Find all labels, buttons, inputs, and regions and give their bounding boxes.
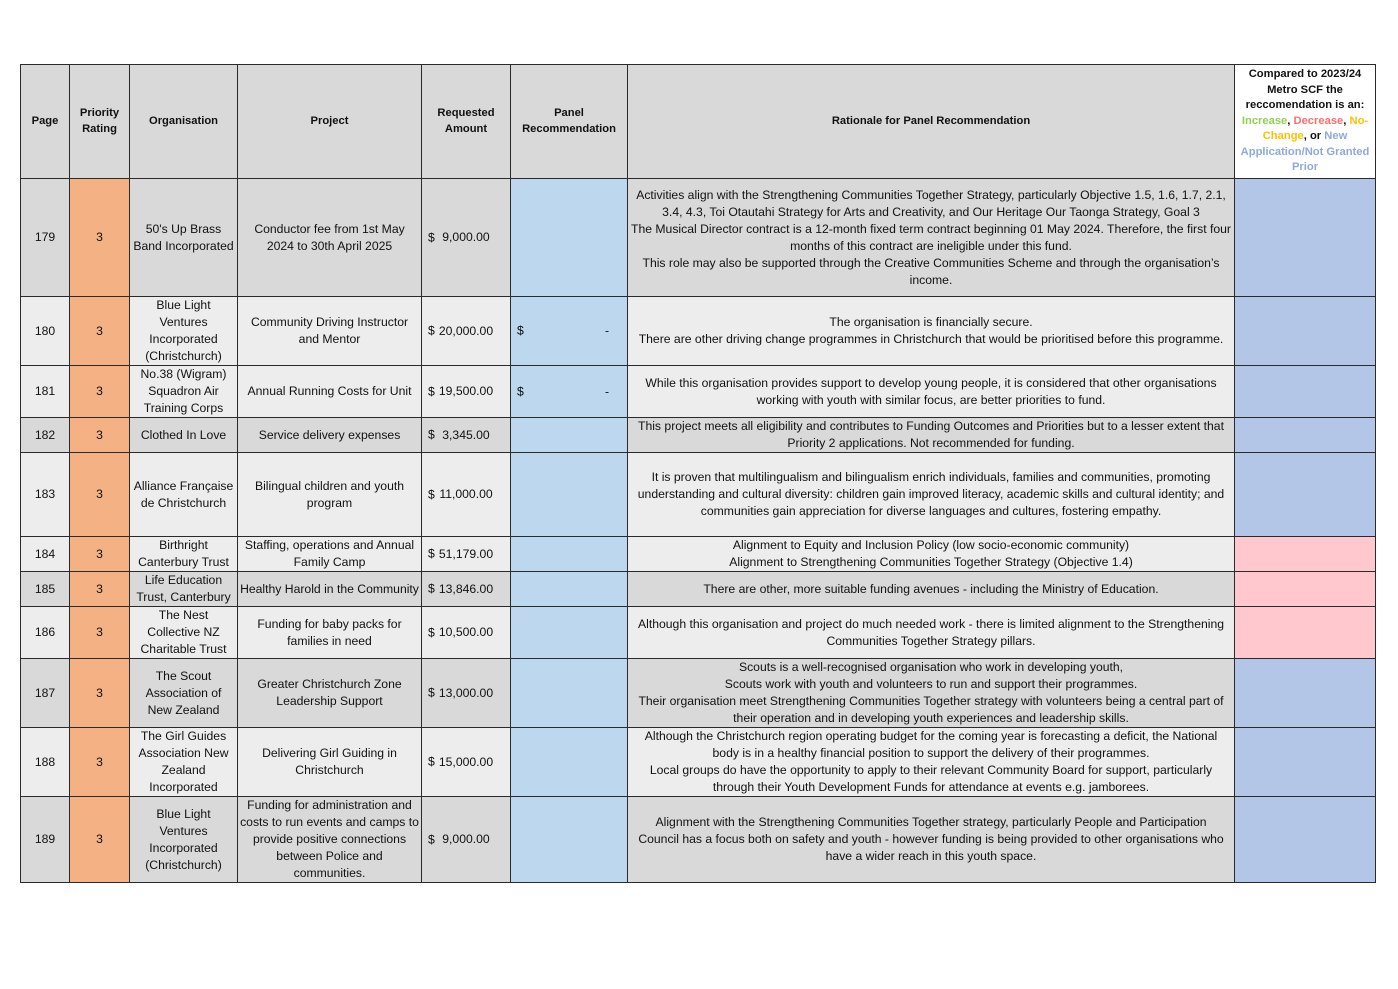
currency-symbol: $ — [428, 487, 435, 501]
legend-no-change: No-Change — [1262, 114, 1369, 143]
legend-intro: Compared to 2023/24 Metro SCF the reccomendation is an: — [1245, 68, 1365, 112]
requested-amount-cell — [422, 179, 511, 297]
project-cell: Healthy Harold in the Community — [238, 572, 422, 607]
rationale-cell — [628, 537, 1235, 572]
panel-recommendation-value: - — [604, 323, 609, 338]
rationale-line: There are other driving change programmes in Christchurch that would be prioritised before this programme. — [638, 332, 1224, 346]
requested-amount-cell — [422, 572, 511, 607]
priority-rating-cell: 3 — [70, 418, 130, 453]
requested-amount-value: 20,000.00 — [438, 323, 494, 338]
organisation-cell: 50's Up Brass Band Incorporated — [130, 179, 238, 297]
table-row — [21, 728, 1376, 797]
rationale-line: It is proven that multilingualism and bilingualism enrich individuals, families and communities, promoting understanding and cultural diversity: children gain improved literacy, academic skills and cultural identity; and communities gain appreciation for diverse languages and cultures, fostering empathy. — [637, 470, 1225, 518]
project-cell: Staffing, operations and Annual Family Camp — [238, 537, 422, 572]
project-cell: Funding for baby packs for families in need — [238, 607, 422, 659]
organisation-cell: The Scout Association of New Zealand — [130, 659, 238, 728]
page-number-cell: 184 — [21, 537, 70, 572]
project-cell: Funding for administration and costs to run events and camps to provide positive connections between Police and communities. — [238, 797, 422, 883]
rationale-cell — [628, 366, 1235, 418]
page-number-cell: 187 — [21, 659, 70, 728]
rationale-line: There are other, more suitable funding avenues - including the Ministry of Education. — [703, 581, 1159, 596]
organisation-cell: Clothed In Love — [130, 418, 238, 453]
organisation-cell: Blue Light Ventures Incorporated (Christchurch) — [130, 797, 238, 883]
panel-recommendation-value: - — [604, 384, 609, 398]
rationale-line: Alignment to Strengthening Communities Together Strategy (Objective 1.4) — [729, 555, 1133, 569]
table-row — [21, 418, 1376, 453]
rationale-line: The Musical Director contract is a 12-month fixed term contract beginning 01 May 2024. Therefore, the first four months of this contract are ineligible under this fund. — [631, 221, 1231, 253]
currency-symbol: $ — [428, 230, 435, 244]
rationale-line: The organisation is financially secure. — [829, 315, 1033, 329]
currency-symbol: $ — [428, 546, 435, 561]
table-row — [21, 453, 1376, 537]
project-cell: Community Driving Instructor and Mentor — [238, 297, 422, 366]
rationale-line: Alignment with the Strengthening Communities Together strategy, particularly People and Participation — [655, 815, 1207, 829]
legend-separator: , — [1287, 114, 1294, 127]
currency-symbol: $ — [517, 323, 524, 338]
page-number-cell: 183 — [21, 453, 70, 537]
requested-amount-value: 51,179.00 — [438, 546, 494, 561]
panel-recommendation-cell — [511, 607, 628, 659]
table-row — [21, 297, 1376, 366]
legend-separator: , — [1343, 114, 1350, 127]
panel-recommendation-cell — [511, 453, 628, 537]
priority-rating-cell: 3 — [70, 179, 130, 297]
header-rationale: Rationale for Panel Recommendation — [628, 65, 1235, 179]
legend-or: , or — [1303, 130, 1325, 143]
requested-amount-value: 10,500.00 — [438, 625, 494, 639]
rationale-line: This role may also be supported through the Creative Communities Scheme and through the organisation’s income. — [642, 255, 1220, 287]
table-row — [21, 537, 1376, 572]
currency-symbol: $ — [428, 754, 435, 769]
rationale-cell — [628, 607, 1235, 659]
comparison-status-cell — [1235, 572, 1376, 607]
requested-amount-value: 13,000.00 — [438, 685, 494, 700]
priority-rating-cell: 3 — [70, 728, 130, 797]
project-cell: Bilingual children and youth program — [238, 453, 422, 537]
legend-decrease: Decrease — [1293, 114, 1344, 127]
comparison-status-cell — [1235, 297, 1376, 366]
legend-increase: Increase — [1241, 114, 1288, 127]
project-cell: Greater Christchurch Zone Leadership Support — [238, 659, 422, 728]
table-row — [21, 659, 1376, 728]
comparison-status-cell — [1235, 728, 1376, 797]
priority-rating-cell: 3 — [70, 537, 130, 572]
table-row — [21, 572, 1376, 607]
rationale-line: Scouts is a well-recognised organisation who work in developing youth, — [738, 660, 1124, 674]
table-row — [21, 607, 1376, 659]
page-number-cell: 179 — [21, 179, 70, 297]
header-comparison-legend — [1235, 65, 1376, 179]
organisation-cell: Life Education Trust, Canterbury — [130, 572, 238, 607]
funding-recommendations-table — [20, 64, 1376, 883]
header-page: Page — [21, 65, 70, 179]
rationale-line: Although this organisation and project do much needed work - there is limited alignment to the Strengthening Communities Together Strategy pillars. — [637, 616, 1225, 648]
priority-rating-cell: 3 — [70, 297, 130, 366]
rationale-cell — [628, 297, 1235, 366]
priority-rating-cell: 3 — [70, 607, 130, 659]
header-requested-amount: Requested Amount — [422, 65, 511, 179]
priority-rating-cell: 3 — [70, 453, 130, 537]
panel-recommendation-cell — [511, 179, 628, 297]
requested-amount-cell — [422, 797, 511, 883]
rationale-cell — [628, 659, 1235, 728]
rationale-line: Local groups do have the opportunity to apply to their relevant Community Board for support, particularly through their Youth Development Funds for attendance at events e.g. jamborees. — [649, 763, 1213, 794]
rationale-line: This project meets all eligibility and contributes to Funding Outcomes and Priorities but to a lesser extent that Priority 2 applications. Not recommended for funding. — [638, 419, 1224, 450]
page-number-cell: 186 — [21, 607, 70, 659]
requested-amount-cell — [422, 418, 511, 453]
comparison-status-cell — [1235, 366, 1376, 418]
organisation-cell: The Girl Guides Association New Zealand Incorporated — [130, 728, 238, 797]
rationale-cell — [628, 572, 1235, 607]
comparison-status-cell — [1235, 537, 1376, 572]
requested-amount-value: 19,500.00 — [438, 384, 494, 398]
project-cell: Annual Running Costs for Unit — [238, 366, 422, 418]
currency-symbol: $ — [517, 384, 524, 398]
panel-recommendation-cell — [511, 366, 628, 418]
currency-symbol: $ — [428, 832, 435, 846]
panel-recommendation-cell — [511, 537, 628, 572]
rationale-cell — [628, 453, 1235, 537]
project-cell: Service delivery expenses — [238, 418, 422, 453]
rationale-cell — [628, 728, 1235, 797]
comparison-status-cell — [1235, 797, 1376, 883]
comparison-status-cell — [1235, 607, 1376, 659]
currency-symbol: $ — [428, 625, 435, 639]
page-number-cell: 180 — [21, 297, 70, 366]
table-body — [21, 179, 1376, 883]
header-project: Project — [238, 65, 422, 179]
organisation-cell: Birthright Canterbury Trust — [130, 537, 238, 572]
organisation-cell: No.38 (Wigram) Squadron Air Training Corps — [130, 366, 238, 418]
table-row — [21, 797, 1376, 883]
organisation-cell: Blue Light Ventures Incorporated (Christchurch) — [130, 297, 238, 366]
panel-recommendation-cell — [511, 297, 628, 366]
rationale-line: Alignment to Equity and Inclusion Policy (low socio-economic community) — [732, 538, 1130, 552]
currency-symbol: $ — [428, 323, 435, 338]
comparison-status-cell — [1235, 179, 1376, 297]
requested-amount-cell — [422, 537, 511, 572]
rationale-line: While this organisation provides support to develop young people, it is considered that other organisations working with youth with similar focus, are better priorities to fund. — [645, 375, 1217, 407]
currency-symbol: $ — [428, 384, 435, 398]
requested-amount-value: 3,345.00 — [442, 427, 490, 442]
rationale-cell — [628, 179, 1235, 297]
rationale-cell — [628, 797, 1235, 883]
table-row — [21, 179, 1376, 297]
requested-amount-value: 13,846.00 — [438, 581, 494, 596]
requested-amount-cell — [422, 659, 511, 728]
requested-amount-cell — [422, 728, 511, 797]
requested-amount-value: 15,000.00 — [438, 754, 494, 769]
priority-rating-cell: 3 — [70, 572, 130, 607]
priority-rating-cell: 3 — [70, 797, 130, 883]
panel-recommendation-cell — [511, 418, 628, 453]
requested-amount-cell — [422, 453, 511, 537]
rationale-line: Activities align with the Strengthening Communities Together Strategy, particularly Objective 1.5, 1.6, 1.7, 2.1, 3.4, 4.3, Toi Otautahi Strategy for Arts and Creativity, and Our Heritage Our Taonga Strategy, Goal 3 — [636, 187, 1226, 219]
rationale-line: Council has a focus both on safety and youth - however funding is being provided to other organisations who have a wider reach in this youth space. — [638, 832, 1224, 863]
requested-amount-cell — [422, 366, 511, 418]
panel-recommendation-cell — [511, 797, 628, 883]
page-number-cell: 188 — [21, 728, 70, 797]
rationale-cell — [628, 418, 1235, 453]
panel-recommendation-cell — [511, 659, 628, 728]
requested-amount-value: 11,000.00 — [439, 487, 493, 501]
header-priority-rating: Priority Rating — [70, 65, 130, 179]
organisation-cell: The Nest Collective NZ Charitable Trust — [130, 607, 238, 659]
organisation-cell: Alliance Française de Christchurch — [130, 453, 238, 537]
panel-recommendation-cell — [511, 572, 628, 607]
comparison-status-cell — [1235, 659, 1376, 728]
project-cell: Conductor fee from 1st May 2024 to 30th April 2025 — [238, 179, 422, 297]
comparison-status-cell — [1235, 453, 1376, 537]
currency-symbol: $ — [428, 581, 435, 596]
requested-amount-cell — [422, 297, 511, 366]
header-organisation: Organisation — [130, 65, 238, 179]
page-number-cell: 182 — [21, 418, 70, 453]
header-panel-recommendation: Panel Recommendation — [511, 65, 628, 179]
page-number-cell: 181 — [21, 366, 70, 418]
currency-symbol: $ — [428, 685, 435, 700]
table-row — [21, 366, 1376, 418]
page-number-cell: 189 — [21, 797, 70, 883]
rationale-line: Their organisation meet Strengthening Communities Together strategy with volunteers being a central part of their operation and in developing youth experiences and leadership skills. — [638, 694, 1224, 725]
priority-rating-cell: 3 — [70, 366, 130, 418]
legend-new-application: New Application/Not Granted Prior — [1240, 130, 1370, 174]
header-row — [21, 65, 1376, 179]
rationale-line: Scouts work with youth and volunteers to run and support their programmes. — [724, 677, 1138, 691]
requested-amount-cell — [422, 607, 511, 659]
requested-amount-value: 9,000.00 — [442, 230, 490, 244]
requested-amount-value: 9,000.00 — [442, 832, 490, 846]
project-cell: Delivering Girl Guiding in Christchurch — [238, 728, 422, 797]
panel-recommendation-cell — [511, 728, 628, 797]
comparison-status-cell — [1235, 418, 1376, 453]
rationale-line: Although the Christchurch region operating budget for the coming year is forecasting a deficit, the National body is in a healthy financial position to support the delivery of their programmes. — [644, 729, 1218, 760]
currency-symbol: $ — [428, 427, 435, 442]
page-number-cell: 185 — [21, 572, 70, 607]
priority-rating-cell: 3 — [70, 659, 130, 728]
